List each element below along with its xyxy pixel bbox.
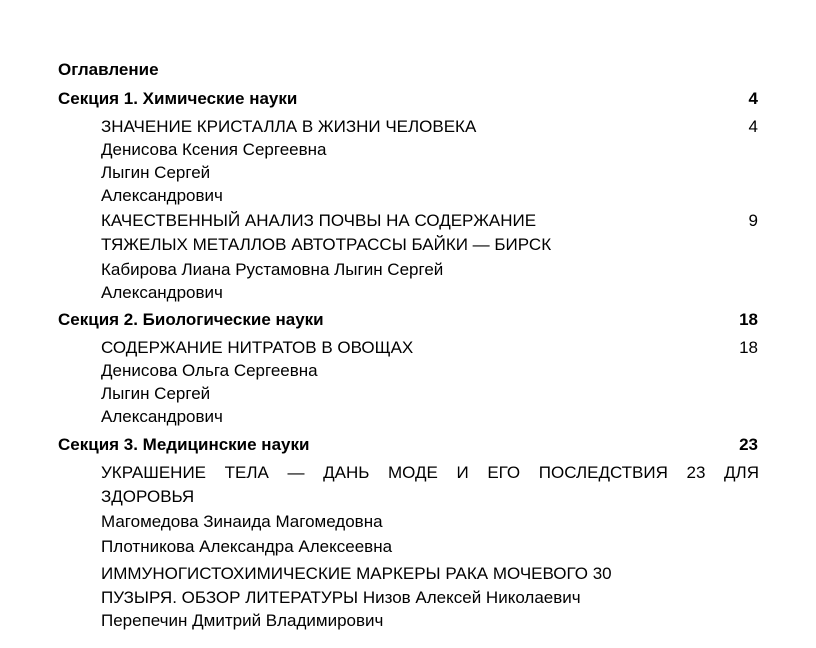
section-page-number: 23 (739, 435, 758, 454)
entry-author: Лыгин Сергей (101, 384, 211, 403)
entry-author: Александрович (101, 283, 223, 302)
entry-title: ИММУНОГИСТОХИМИЧЕСКИЕ МАРКЕРЫ РАКА МОЧЕВОГО 30 (101, 564, 612, 583)
entry-author: Александрович (101, 186, 223, 205)
entry-title: УКРАШЕНИЕ ТЕЛА — ДАНЬ МОДЕ И ЕГО ПОСЛЕДСТВИЯ 23 ДЛЯ (101, 463, 759, 482)
toc-heading: Оглавление (58, 60, 159, 79)
entry-title: КАЧЕСТВЕННЫЙ АНАЛИЗ ПОЧВЫ НА СОДЕРЖАНИЕ (101, 211, 537, 230)
entry-title: ПУЗЫРЯ. ОБЗОР ЛИТЕРАТУРЫ (101, 588, 359, 607)
entry-author: Денисова Ольга Сергеевна (101, 361, 318, 380)
entry-author: Александрович (101, 407, 223, 426)
entry-page-number: 18 (739, 338, 758, 357)
section-title: Секция 2. Биологические науки (58, 310, 324, 329)
section-page-number: 18 (739, 310, 758, 329)
entry-title-author-line (101, 587, 581, 609)
entry-title: ЗНАЧЕНИЕ КРИСТАЛЛА В ЖИЗНИ ЧЕЛОВЕКА (101, 117, 477, 136)
entry-author: Низов Алексей Николаевич (358, 588, 581, 607)
entry-author: Плотникова Александра Алексеевна (101, 537, 393, 556)
section-page-number: 4 (748, 89, 758, 108)
entry-author: Кабирова Лиана Рустамовна Лыгин Сергей (101, 260, 444, 279)
entry-author: Денисова Ксения Сергеевна (101, 140, 327, 159)
entry-page-number: 4 (748, 117, 758, 136)
section-title: Секция 3. Медицинские науки (58, 435, 310, 454)
entry-page-number: 9 (748, 211, 758, 230)
section-title: Секция 1. Химические науки (58, 89, 298, 108)
entry-author: Лыгин Сергей (101, 163, 211, 182)
entry-author: Перепечин Дмитрий Владимирович (101, 611, 384, 630)
entry-author: Магомедова Зинаида Магомедовна (101, 512, 383, 531)
entry-title: СОДЕРЖАНИЕ НИТРАТОВ В ОВОЩАХ (101, 338, 414, 357)
entry-title: ТЯЖЕЛЫХ МЕТАЛЛОВ АВТОТРАССЫ БАЙКИ — БИРСК (101, 235, 552, 254)
entry-title: ЗДОРОВЬЯ (101, 487, 195, 506)
